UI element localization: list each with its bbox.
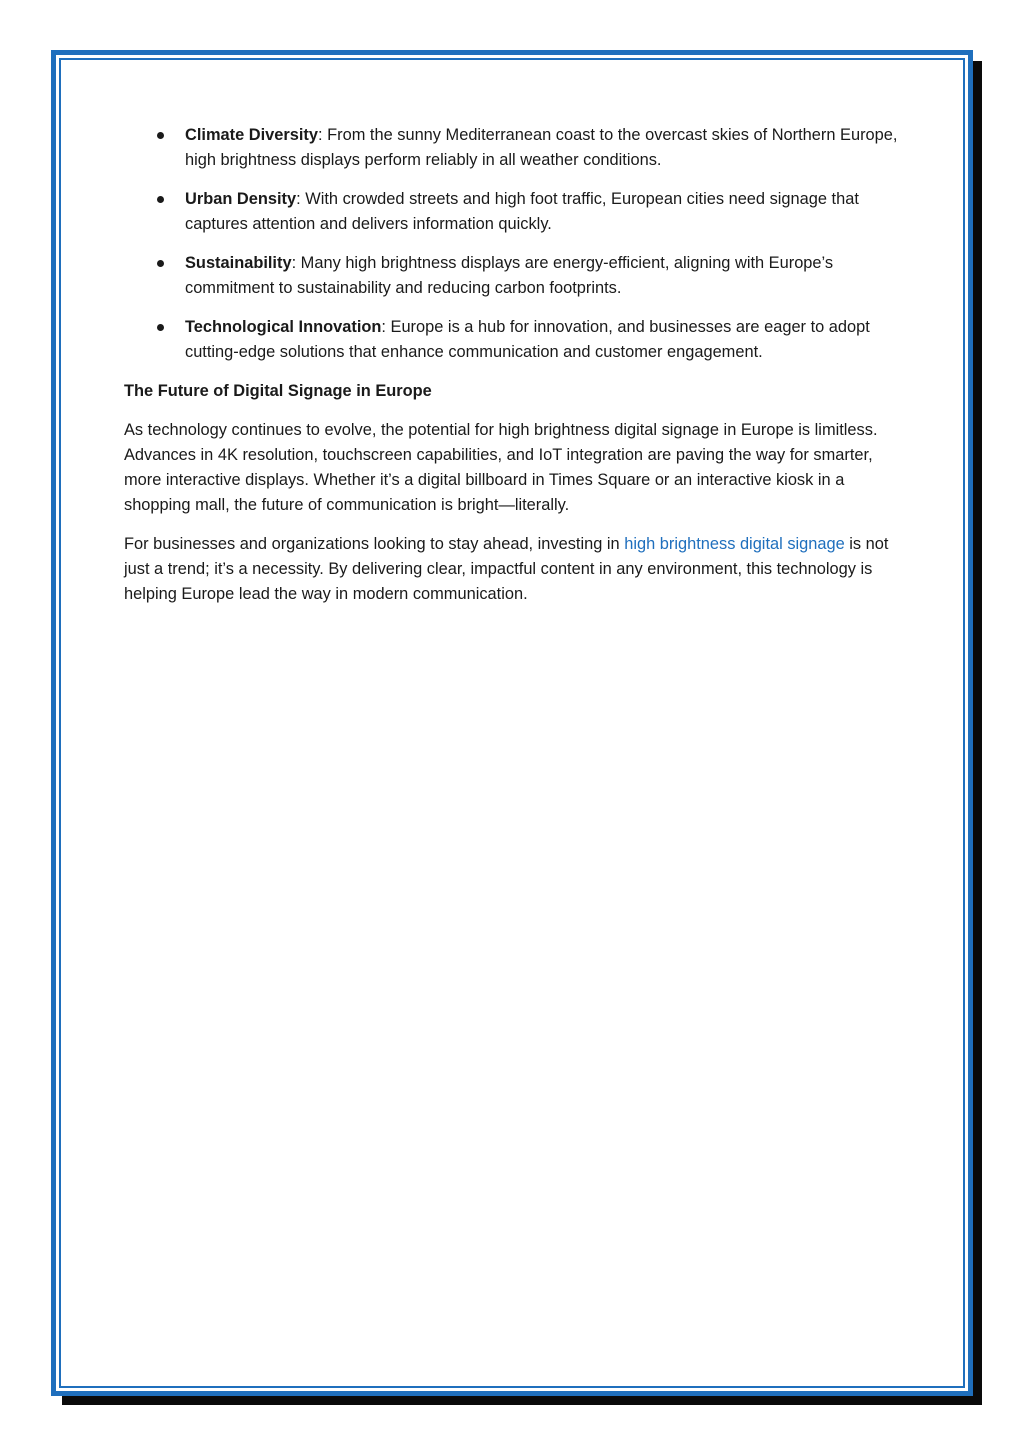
bullet-icon	[157, 324, 164, 331]
paragraph-investing	[124, 532, 909, 607]
bullet-text: : With crowded streets and high foot traffic, European cities need signage that captures attention and delivers information quickly.	[185, 190, 859, 233]
document-body	[124, 123, 909, 621]
bullet-icon	[157, 196, 164, 203]
list-item	[124, 315, 909, 365]
section-heading: The Future of Digital Signage in Europe	[124, 382, 432, 400]
signage-link[interactable]: high brightness digital signage	[624, 535, 845, 553]
list-item	[124, 123, 909, 173]
bullet-term: Climate Diversity	[185, 126, 319, 144]
bullet-icon	[157, 132, 164, 139]
paragraph-text-after: is not just a trend; it’s a necessity. By delivering clear, impactful content in any environment, this technology is helping Europe lead the way in modern communication.	[124, 535, 889, 603]
bullet-term: Sustainability	[185, 254, 292, 272]
bullet-text: : From the sunny Mediterranean coast to the overcast skies of Northern Europe, high brightness displays perform reliably in all weather conditions.	[185, 126, 898, 169]
list-item	[124, 251, 909, 301]
list-item	[124, 187, 909, 237]
bullet-list	[124, 123, 909, 365]
bullet-icon	[157, 260, 164, 267]
bullet-term: Urban Density	[185, 190, 297, 208]
paragraph-text-before: For businesses and organizations looking to stay ahead, investing in	[124, 535, 625, 553]
paragraph-future: As technology continues to evolve, the potential for high brightness digital signage in Europe is limitless. Advances in 4K resolution, touchscreen capabilities, and IoT integration are paving the way for smarter, more interactive displays. Whether it’s a digital billboard in Times Square or an interactive kiosk in a shopping mall, the future of communication is bright—literally.	[124, 421, 878, 514]
bullet-text: : Many high brightness displays are energy-efficient, aligning with Europe’s commitment to sustainability and reducing carbon footprints.	[185, 254, 834, 297]
bullet-term: Technological Innovation	[185, 318, 382, 336]
bullet-text: : Europe is a hub for innovation, and businesses are eager to adopt cutting-edge solutions that enhance communication and customer engagement.	[185, 318, 870, 361]
